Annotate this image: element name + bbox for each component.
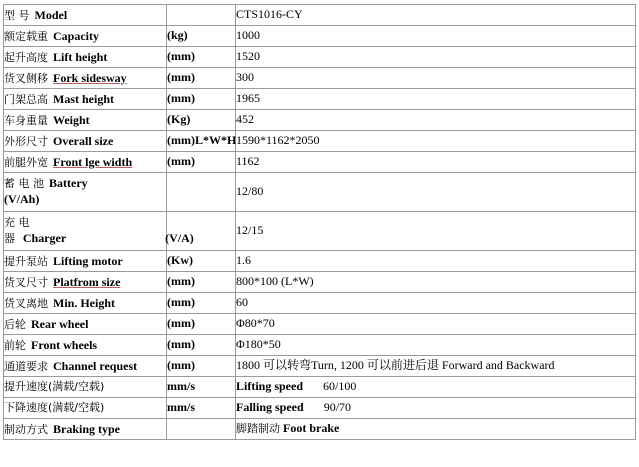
row-label-cn: 通道要求 <box>4 359 48 373</box>
row-unit: (mm) <box>167 293 236 314</box>
table-row <box>4 251 636 272</box>
row-label-cn: 蓄 电 池 <box>4 177 44 191</box>
table-row <box>4 173 636 212</box>
row-value <box>236 377 636 398</box>
row-label-cn: 起升高度 <box>4 50 48 64</box>
row-value: 12/15 <box>236 212 636 251</box>
table-row <box>4 335 636 356</box>
row-unit: mm/s <box>167 398 236 419</box>
row-label-braking-type <box>4 419 167 440</box>
row-unit-inline: (V/Ah) <box>4 192 40 207</box>
row-label-cn: 充 电 <box>4 215 30 229</box>
row-label-platform-size <box>4 272 167 293</box>
row-label-cn: 货叉离地 <box>4 296 48 310</box>
row-label-en: Front lge width <box>53 154 133 169</box>
row-unit <box>167 419 236 440</box>
row-label-en: Braking type <box>53 421 121 436</box>
row-unit: (kg) <box>167 26 236 47</box>
row-label-model <box>4 5 167 26</box>
row-label-fork-sidesway <box>4 68 167 89</box>
table-row <box>4 356 636 377</box>
table-row <box>4 26 636 47</box>
row-value-cn: 脚踏制动 <box>236 422 280 436</box>
row-label-mast-height <box>4 89 167 110</box>
table-row <box>4 131 636 152</box>
specification-table <box>3 4 636 440</box>
row-label-cn: 制动方式 <box>4 422 48 436</box>
row-value: 1520 <box>236 47 636 68</box>
row-label-en: Platfrom size <box>53 274 121 289</box>
table-row <box>4 272 636 293</box>
row-unit <box>167 173 236 212</box>
row-value <box>236 398 636 419</box>
row-value: 300 <box>236 68 636 89</box>
row-label-en: Min. Height <box>53 295 115 310</box>
row-value-number: 60/100 <box>323 379 357 394</box>
row-label-cn: 额定载重 <box>4 29 48 43</box>
row-label-en: Front wheels <box>31 337 98 352</box>
row-value-label: Lifting speed <box>236 379 304 394</box>
row-label-lifting-motor <box>4 251 167 272</box>
row-value: CTS1016-CY <box>236 5 636 26</box>
row-value: 1162 <box>236 152 636 173</box>
row-label-rear-wheel <box>4 314 167 335</box>
row-label-cn: 门架总高 <box>4 92 48 106</box>
row-label-cn: 外形尺寸 <box>4 134 48 148</box>
row-value-label: Falling speed <box>236 400 304 415</box>
row-unit: (mm) <box>167 152 236 173</box>
row-label-falling-speed <box>4 398 167 419</box>
row-value: 452 <box>236 110 636 131</box>
table-row <box>4 377 636 398</box>
row-label-cn: 提升速度(满载/空载) <box>4 380 105 394</box>
row-value: 1965 <box>236 89 636 110</box>
row-label-lifting-speed <box>4 377 167 398</box>
row-label-overall-size <box>4 131 167 152</box>
row-label-en: Fork sidesway <box>53 70 127 85</box>
row-label-en: Lifting motor <box>53 253 123 268</box>
table-row <box>4 89 636 110</box>
row-label-en: Channel request <box>53 358 138 373</box>
row-label-cn: 提升泵站 <box>4 254 48 268</box>
row-label-cn: 型 号 <box>4 8 30 22</box>
row-unit: (Kg) <box>167 110 236 131</box>
row-value: 1590*1162*2050 <box>236 131 636 152</box>
row-label-lift-height <box>4 47 167 68</box>
row-label-front-leg-width <box>4 152 167 173</box>
row-value: 1800 可以转弯Turn, 1200 可以前进后退 Forward and Backward <box>236 356 636 377</box>
row-label-min-height <box>4 293 167 314</box>
row-label-en: Weight <box>53 112 90 127</box>
row-label-charger <box>4 212 194 251</box>
row-value: 1.6 <box>236 251 636 272</box>
row-label-en: Overall size <box>53 133 114 148</box>
row-label-en: Battery <box>49 176 88 191</box>
row-label-cn: 货叉尺寸 <box>4 275 48 289</box>
row-unit: mm/s <box>167 377 236 398</box>
row-label-en: Mast height <box>53 91 114 106</box>
row-value: 12/80 <box>236 173 636 212</box>
row-unit-inline: (V/A) <box>165 230 194 245</box>
row-value-label: Foot brake <box>283 421 340 436</box>
row-unit: (mm) <box>167 47 236 68</box>
row-label-cn: 下降速度(满载/空载) <box>4 401 105 415</box>
row-value <box>236 419 636 440</box>
row-label-en: Model <box>34 7 68 22</box>
table-row <box>4 314 636 335</box>
row-label-weight <box>4 110 167 131</box>
row-unit: (mm) <box>167 272 236 293</box>
row-label-cn: 前轮 <box>4 338 26 352</box>
row-value: 800*100 (L*W) <box>236 272 636 293</box>
row-unit: (mm)L*W*H <box>167 131 236 152</box>
table-body <box>4 5 636 440</box>
table-row <box>4 110 636 131</box>
row-label-capacity <box>4 26 167 47</box>
row-unit: (mm) <box>167 314 236 335</box>
row-label-en: Charger <box>22 230 67 245</box>
table-row <box>4 398 636 419</box>
table-row <box>4 419 636 440</box>
row-value-number: 90/70 <box>323 400 352 415</box>
row-value: 1000 <box>236 26 636 47</box>
table-row <box>4 152 636 173</box>
table-row <box>4 47 636 68</box>
row-label-cn: 车身重量 <box>4 113 48 127</box>
row-label-cn: 后轮 <box>4 317 26 331</box>
row-label-en: Capacity <box>53 28 99 43</box>
table-row <box>4 293 636 314</box>
row-unit: (Kw) <box>167 251 236 272</box>
table-row <box>4 5 636 26</box>
row-label-en: Rear wheel <box>31 316 89 331</box>
row-value: 60 <box>236 293 636 314</box>
row-label-en: Lift height <box>53 49 108 64</box>
row-label-cn2: 器 <box>4 231 15 245</box>
row-value: Φ180*50 <box>236 335 636 356</box>
table-row <box>4 212 636 251</box>
row-label-cn: 前腿外宽 <box>4 155 48 169</box>
table-row <box>4 68 636 89</box>
row-unit <box>167 5 236 26</box>
row-value: Φ80*70 <box>236 314 636 335</box>
row-unit: (mm) <box>167 89 236 110</box>
row-unit: (mm) <box>167 335 236 356</box>
row-label-channel-request <box>4 356 167 377</box>
row-unit: (mm) <box>167 68 236 89</box>
row-label-battery <box>4 173 167 212</box>
row-label-front-wheels <box>4 335 167 356</box>
row-unit: (mm) <box>167 356 236 377</box>
row-label-cn: 货叉侧移 <box>4 71 48 85</box>
